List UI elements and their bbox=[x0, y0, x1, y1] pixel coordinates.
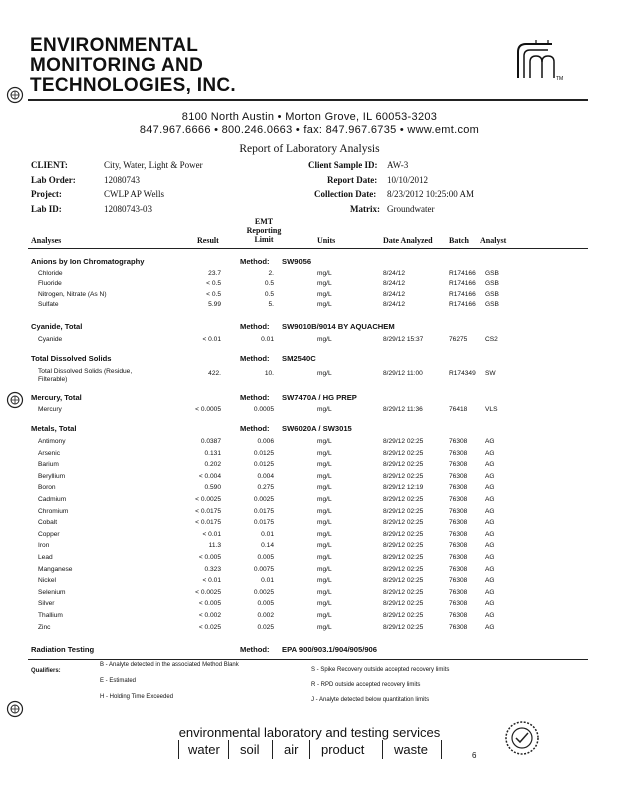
analyte-name: Cyanide bbox=[38, 336, 63, 343]
section-title-tds: Total Dissolved Solids bbox=[31, 354, 112, 363]
analyte-analyst: AG bbox=[485, 461, 495, 468]
section-title-mercury: Mercury, Total bbox=[31, 393, 82, 402]
analyte-reporting-limit: 0.5 bbox=[264, 280, 274, 287]
analyte-date: 8/24/12 bbox=[383, 270, 405, 277]
analyte-units: mg/L bbox=[317, 291, 332, 298]
analyte-date: 8/29/12 02:25 bbox=[383, 566, 424, 573]
analyte-name: Barium bbox=[38, 461, 59, 468]
analyte-result: < 0.0025 bbox=[195, 589, 221, 596]
analyte-analyst: AG bbox=[485, 589, 495, 596]
analyte-result: < 0.0175 bbox=[195, 519, 221, 526]
analyte-batch: 76308 bbox=[449, 508, 468, 515]
analyte-result: < 0.01 bbox=[202, 577, 221, 584]
section-title-radiation: Radiation Testing bbox=[31, 645, 95, 654]
lab-id-label: Lab ID: bbox=[31, 204, 62, 214]
analyte-date: 8/29/12 02:25 bbox=[383, 624, 424, 631]
analyte-result: < 0.5 bbox=[206, 280, 221, 287]
analyte-name: Beryllium bbox=[38, 473, 66, 480]
analyte-batch: 76308 bbox=[449, 612, 468, 619]
analyte-batch: 76308 bbox=[449, 473, 468, 480]
footer-tagline: environmental laboratory and testing services bbox=[178, 725, 441, 740]
analyte-reporting-limit: 2. bbox=[268, 270, 274, 277]
analyte-batch: 76418 bbox=[449, 406, 468, 413]
analyte-units: mg/L bbox=[317, 577, 332, 584]
analyte-reporting-limit: 0.01 bbox=[261, 531, 274, 538]
analyte-batch: 76308 bbox=[449, 531, 468, 538]
analyte-units: mg/L bbox=[317, 301, 332, 308]
analyte-name: Sulfate bbox=[38, 301, 59, 308]
client-value: City, Water, Light & Power bbox=[104, 160, 203, 170]
footer-divider bbox=[272, 740, 273, 759]
seal-icon bbox=[6, 700, 24, 723]
analyte-name: Arsenic bbox=[38, 450, 60, 457]
analyte-batch: 76275 bbox=[449, 336, 468, 343]
lab-order-value: 12080743 bbox=[104, 175, 140, 185]
analyte-analyst: GSB bbox=[485, 270, 499, 277]
analyte-reporting-limit: 0.01 bbox=[261, 336, 274, 343]
analyte-date: 8/29/12 02:25 bbox=[383, 496, 424, 503]
sample-id-label: Client Sample ID: bbox=[308, 160, 378, 170]
analyte-batch: R174166 bbox=[449, 291, 476, 298]
lab-order-label: Lab Order: bbox=[31, 175, 76, 185]
analyte-units: mg/L bbox=[317, 542, 332, 549]
analyte-analyst: AG bbox=[485, 508, 495, 515]
analyte-reporting-limit: 0.01 bbox=[261, 577, 274, 584]
analyte-name: Manganese bbox=[38, 566, 73, 573]
analyte-result: 0.590 bbox=[204, 484, 221, 491]
qualifier-b: B - Analyte detected in the associated Method Blank bbox=[100, 662, 239, 668]
section-title-cyanide: Cyanide, Total bbox=[31, 322, 83, 331]
analyte-units: mg/L bbox=[317, 438, 332, 445]
analyte-analyst: GSB bbox=[485, 301, 499, 308]
analyte-result: < 0.01 bbox=[202, 336, 221, 343]
service-waste: waste bbox=[394, 742, 428, 757]
col-date-analyzed: Date Analyzed bbox=[383, 236, 433, 245]
analyte-analyst: CS2 bbox=[485, 336, 498, 343]
tds-batch: R174349 bbox=[449, 370, 476, 377]
analyte-analyst: AG bbox=[485, 519, 495, 526]
analyte-reporting-limit: 0.0005 bbox=[253, 406, 274, 413]
footer-divider bbox=[178, 740, 179, 759]
qualifier-s: S - Spike Recovery outside accepted recovery limits bbox=[311, 667, 450, 673]
tds-analyst: SW bbox=[485, 370, 496, 377]
analyte-units: mg/L bbox=[317, 473, 332, 480]
page-number: 6 bbox=[472, 751, 477, 760]
analyte-batch: 76308 bbox=[449, 624, 468, 631]
analyte-units: mg/L bbox=[317, 519, 332, 526]
analyte-batch: 76308 bbox=[449, 461, 468, 468]
method-label: Method: bbox=[240, 393, 270, 402]
analyte-reporting-limit: 0.275 bbox=[257, 484, 274, 491]
analyte-reporting-limit: 0.0125 bbox=[253, 461, 274, 468]
col-analyses: Analyses bbox=[31, 236, 62, 245]
report-date-label: Report Date: bbox=[327, 175, 378, 185]
analyte-date: 8/24/12 bbox=[383, 291, 405, 298]
analyte-units: mg/L bbox=[317, 508, 332, 515]
company-name: ENVIRONMENTAL MONITORING AND TECHNOLOGIES, INC. bbox=[30, 35, 236, 96]
analyte-batch: 76308 bbox=[449, 450, 468, 457]
analyte-batch: 76308 bbox=[449, 438, 468, 445]
analyte-date: 8/29/12 02:25 bbox=[383, 577, 424, 584]
certification-seal-icon bbox=[504, 720, 540, 761]
analyte-analyst: AG bbox=[485, 450, 495, 457]
collection-date-value: 8/23/2012 10:25:00 AM bbox=[387, 189, 475, 199]
analyte-units: mg/L bbox=[317, 612, 332, 619]
analyte-analyst: AG bbox=[485, 484, 495, 491]
analyte-name: Boron bbox=[38, 484, 56, 491]
analyte-reporting-limit: 0.006 bbox=[257, 438, 274, 445]
qualifier-j: J - Analyte detected below quantitation limits bbox=[311, 697, 430, 703]
analyte-date: 8/29/12 02:25 bbox=[383, 461, 424, 468]
col-batch: Batch bbox=[449, 236, 469, 245]
section-title-metals: Metals, Total bbox=[31, 424, 77, 433]
footer-divider bbox=[441, 740, 442, 759]
analyte-date: 8/24/12 bbox=[383, 280, 405, 287]
col-analyst: Analyst bbox=[480, 236, 507, 245]
analyte-name: Silver bbox=[38, 600, 55, 607]
analyte-reporting-limit: 0.004 bbox=[257, 473, 274, 480]
analyte-date: 8/29/12 02:25 bbox=[383, 438, 424, 445]
analyte-result: 11.3 bbox=[208, 542, 221, 549]
analyte-result: 0.0387 bbox=[200, 438, 221, 445]
analyte-batch: 76308 bbox=[449, 484, 468, 491]
analyte-batch: 76308 bbox=[449, 519, 468, 526]
analyte-analyst: VLS bbox=[485, 406, 498, 413]
analyte-analyst: AG bbox=[485, 542, 495, 549]
analyte-result: < 0.0005 bbox=[195, 406, 221, 413]
analyte-date: 8/29/12 02:25 bbox=[383, 519, 424, 526]
analyte-date: 8/29/12 02:25 bbox=[383, 554, 424, 561]
header-rule bbox=[28, 99, 588, 101]
analyte-result: 0.202 bbox=[204, 461, 221, 468]
sample-id-value: AW-3 bbox=[387, 160, 409, 170]
analyte-name: Antimony bbox=[38, 438, 66, 445]
analyte-result: 0.323 bbox=[204, 566, 221, 573]
emt-logo-icon bbox=[512, 38, 562, 84]
method-value-cyanide: SW9010B/9014 BY AQUACHEM bbox=[282, 322, 395, 331]
analyte-analyst: AG bbox=[485, 566, 495, 573]
report-date-value: 10/10/2012 bbox=[387, 175, 429, 185]
analyte-reporting-limit: 0.0175 bbox=[253, 519, 274, 526]
analyte-units: mg/L bbox=[317, 496, 332, 503]
service-soil: soil bbox=[240, 742, 260, 757]
analyte-batch: 76308 bbox=[449, 566, 468, 573]
analyte-analyst: AG bbox=[485, 577, 495, 584]
analyte-date: 8/29/12 02:25 bbox=[383, 612, 424, 619]
method-label: Method: bbox=[240, 322, 270, 331]
analyte-date: 8/29/12 02:25 bbox=[383, 600, 424, 607]
analyte-units: mg/L bbox=[317, 484, 332, 491]
analyte-name: Chromium bbox=[38, 508, 69, 515]
svg-text:TM: TM bbox=[556, 76, 564, 82]
analyte-reporting-limit: 0.0125 bbox=[253, 450, 274, 457]
analyte-units: mg/L bbox=[317, 600, 332, 607]
analyte-reporting-limit: 0.0025 bbox=[253, 589, 274, 596]
analyte-units: mg/L bbox=[317, 531, 332, 538]
analyte-units: mg/L bbox=[317, 270, 332, 277]
analyte-result: < 0.0175 bbox=[195, 508, 221, 515]
analyte-analyst: AG bbox=[485, 624, 495, 631]
analyte-result: < 0.01 bbox=[202, 531, 221, 538]
analyte-name: Mercury bbox=[38, 406, 62, 413]
analyte-name: Cobalt bbox=[38, 519, 58, 526]
client-label: CLIENT: bbox=[31, 160, 68, 170]
company-contact: 847.967.6666 • 800.246.0663 • fax: 847.967.6735 • www.emt.com bbox=[139, 124, 480, 136]
analyte-result: 5.99 bbox=[208, 301, 221, 308]
analyte-batch: R174166 bbox=[449, 270, 476, 277]
matrix-value: Groundwater bbox=[387, 204, 435, 214]
tds-date: 8/29/12 11:00 bbox=[383, 370, 423, 377]
collection-date-label: Collection Date: bbox=[314, 189, 377, 199]
project-label: Project: bbox=[31, 189, 62, 199]
tds-name-line2: Filterable) bbox=[38, 376, 68, 383]
method-value-mercury: SW7470A / HG PREP bbox=[282, 393, 357, 402]
analyte-batch: R174166 bbox=[449, 280, 476, 287]
analyte-units: mg/L bbox=[317, 566, 332, 573]
report-title: Report of Laboratory Analysis bbox=[239, 143, 380, 155]
method-label: Method: bbox=[240, 424, 270, 433]
analyte-units: mg/L bbox=[317, 406, 332, 413]
analyte-units: mg/L bbox=[317, 624, 332, 631]
method-label: Method: bbox=[240, 645, 270, 654]
analyte-result: < 0.0025 bbox=[195, 496, 221, 503]
qualifier-e: E - Estimated bbox=[100, 678, 137, 684]
analyte-reporting-limit: 0.005 bbox=[257, 554, 274, 561]
analyte-result: < 0.002 bbox=[198, 612, 221, 619]
analyte-date: 8/29/12 02:25 bbox=[383, 589, 424, 596]
project-value: CWLP AP Wells bbox=[104, 189, 164, 199]
analyte-analyst: AG bbox=[485, 531, 495, 538]
analyte-batch: R174166 bbox=[449, 301, 476, 308]
analyte-name: Fluoride bbox=[38, 280, 62, 287]
seal-icon bbox=[6, 391, 24, 414]
qualifiers-rule bbox=[28, 659, 588, 660]
analyte-units: mg/L bbox=[317, 336, 332, 343]
analyte-date: 8/29/12 11:36 bbox=[383, 406, 423, 413]
company-address: 8100 North Austin • Morton Grove, IL 60053-3203 bbox=[181, 111, 438, 123]
analyte-result: < 0.5 bbox=[206, 291, 221, 298]
analyte-analyst: AG bbox=[485, 600, 495, 607]
analyte-units: mg/L bbox=[317, 554, 332, 561]
analyte-analyst: AG bbox=[485, 554, 495, 561]
analyte-result: < 0.004 bbox=[198, 473, 221, 480]
method-value-metals: SW6020A / SW3015 bbox=[282, 424, 352, 433]
analyte-result: < 0.005 bbox=[198, 600, 221, 607]
analyte-result: 23.7 bbox=[208, 270, 221, 277]
lab-id-value: 12080743-03 bbox=[104, 204, 152, 214]
tds-result: 422. bbox=[208, 370, 221, 377]
analyte-name: Nickel bbox=[38, 577, 56, 584]
analyte-date: 8/29/12 12:19 bbox=[383, 484, 424, 491]
analyte-batch: 76308 bbox=[449, 554, 468, 561]
analyte-date: 8/29/12 02:25 bbox=[383, 531, 424, 538]
method-label: Method: bbox=[240, 354, 270, 363]
analyte-result: 0.131 bbox=[204, 450, 221, 457]
analyte-date: 8/24/12 bbox=[383, 301, 405, 308]
service-product: product bbox=[321, 742, 365, 757]
analyte-date: 8/29/12 15:37 bbox=[383, 336, 424, 343]
analyte-reporting-limit: 0.14 bbox=[261, 542, 274, 549]
analyte-date: 8/29/12 02:25 bbox=[383, 508, 424, 515]
analyte-name: Chloride bbox=[38, 270, 63, 277]
analyte-reporting-limit: 0.025 bbox=[257, 624, 274, 631]
analyte-analyst: GSB bbox=[485, 291, 499, 298]
analyte-date: 8/29/12 02:25 bbox=[383, 450, 424, 457]
analyte-name: Selenium bbox=[38, 589, 66, 596]
method-value-radiation: EPA 900/903.1/904/905/906 bbox=[282, 645, 377, 654]
footer-divider bbox=[309, 740, 310, 759]
analyte-analyst: AG bbox=[485, 438, 495, 445]
analyte-reporting-limit: 0.5 bbox=[264, 291, 274, 298]
col-units: Units bbox=[317, 236, 336, 245]
analyte-analyst: AG bbox=[485, 612, 495, 619]
service-air: air bbox=[284, 742, 299, 757]
analyte-analyst: AG bbox=[485, 496, 495, 503]
analyte-analyst: GSB bbox=[485, 280, 499, 287]
analyte-name: Copper bbox=[38, 531, 60, 538]
matrix-label: Matrix: bbox=[350, 204, 380, 214]
method-value-anions: SW9056 bbox=[282, 257, 312, 266]
analyte-reporting-limit: 0.005 bbox=[257, 600, 274, 607]
tds-limit: 10. bbox=[264, 370, 274, 377]
analyte-analyst: AG bbox=[485, 473, 495, 480]
analyte-batch: 76308 bbox=[449, 600, 468, 607]
qualifier-h: H - Holding Time Exceeded bbox=[100, 694, 174, 700]
analyte-date: 8/29/12 02:25 bbox=[383, 473, 424, 480]
qualifier-r: R - RPD outside accepted recovery limits bbox=[311, 682, 421, 688]
tds-name-line1: Total Dissolved Solids (Residue, bbox=[38, 368, 133, 375]
method-value-tds: SM2540C bbox=[282, 354, 316, 363]
service-water: water bbox=[188, 742, 220, 757]
analyte-units: mg/L bbox=[317, 280, 332, 287]
qualifiers-label: Qualifiers: bbox=[31, 668, 61, 674]
method-label: Method: bbox=[240, 257, 270, 266]
analyte-name: Iron bbox=[38, 542, 50, 549]
analyte-name: Nitrogen, Nitrate (As N) bbox=[38, 291, 107, 298]
analyte-units: mg/L bbox=[317, 450, 332, 457]
analyte-name: Lead bbox=[38, 554, 53, 561]
analyte-units: mg/L bbox=[317, 589, 332, 596]
analyte-reporting-limit: 0.002 bbox=[257, 612, 274, 619]
analyte-name: Cadmium bbox=[38, 496, 67, 503]
analyte-reporting-limit: 5. bbox=[268, 301, 274, 308]
analyte-reporting-limit: 0.0025 bbox=[253, 496, 274, 503]
analyte-result: < 0.005 bbox=[198, 554, 221, 561]
analyte-batch: 76308 bbox=[449, 542, 468, 549]
header-underline bbox=[28, 248, 588, 249]
analyte-name: Zinc bbox=[38, 624, 51, 631]
col-reporting-limit: EMT Reporting Limit bbox=[246, 217, 282, 244]
analyte-batch: 76308 bbox=[449, 589, 468, 596]
section-title-anions: Anions by Ion Chromatography bbox=[31, 257, 145, 266]
seal-icon bbox=[6, 86, 24, 109]
col-result: Result bbox=[197, 236, 219, 245]
analyte-reporting-limit: 0.0075 bbox=[253, 566, 274, 573]
analyte-batch: 76308 bbox=[449, 496, 468, 503]
analyte-units: mg/L bbox=[317, 461, 332, 468]
footer-divider bbox=[228, 740, 229, 759]
analyte-reporting-limit: 0.0175 bbox=[253, 508, 274, 515]
analyte-result: < 0.025 bbox=[198, 624, 221, 631]
analyte-name: Thallium bbox=[38, 612, 63, 619]
footer-divider bbox=[382, 740, 383, 759]
analyte-batch: 76308 bbox=[449, 577, 468, 584]
tds-units: mg/L bbox=[317, 370, 332, 377]
analyte-date: 8/29/12 02:25 bbox=[383, 542, 424, 549]
